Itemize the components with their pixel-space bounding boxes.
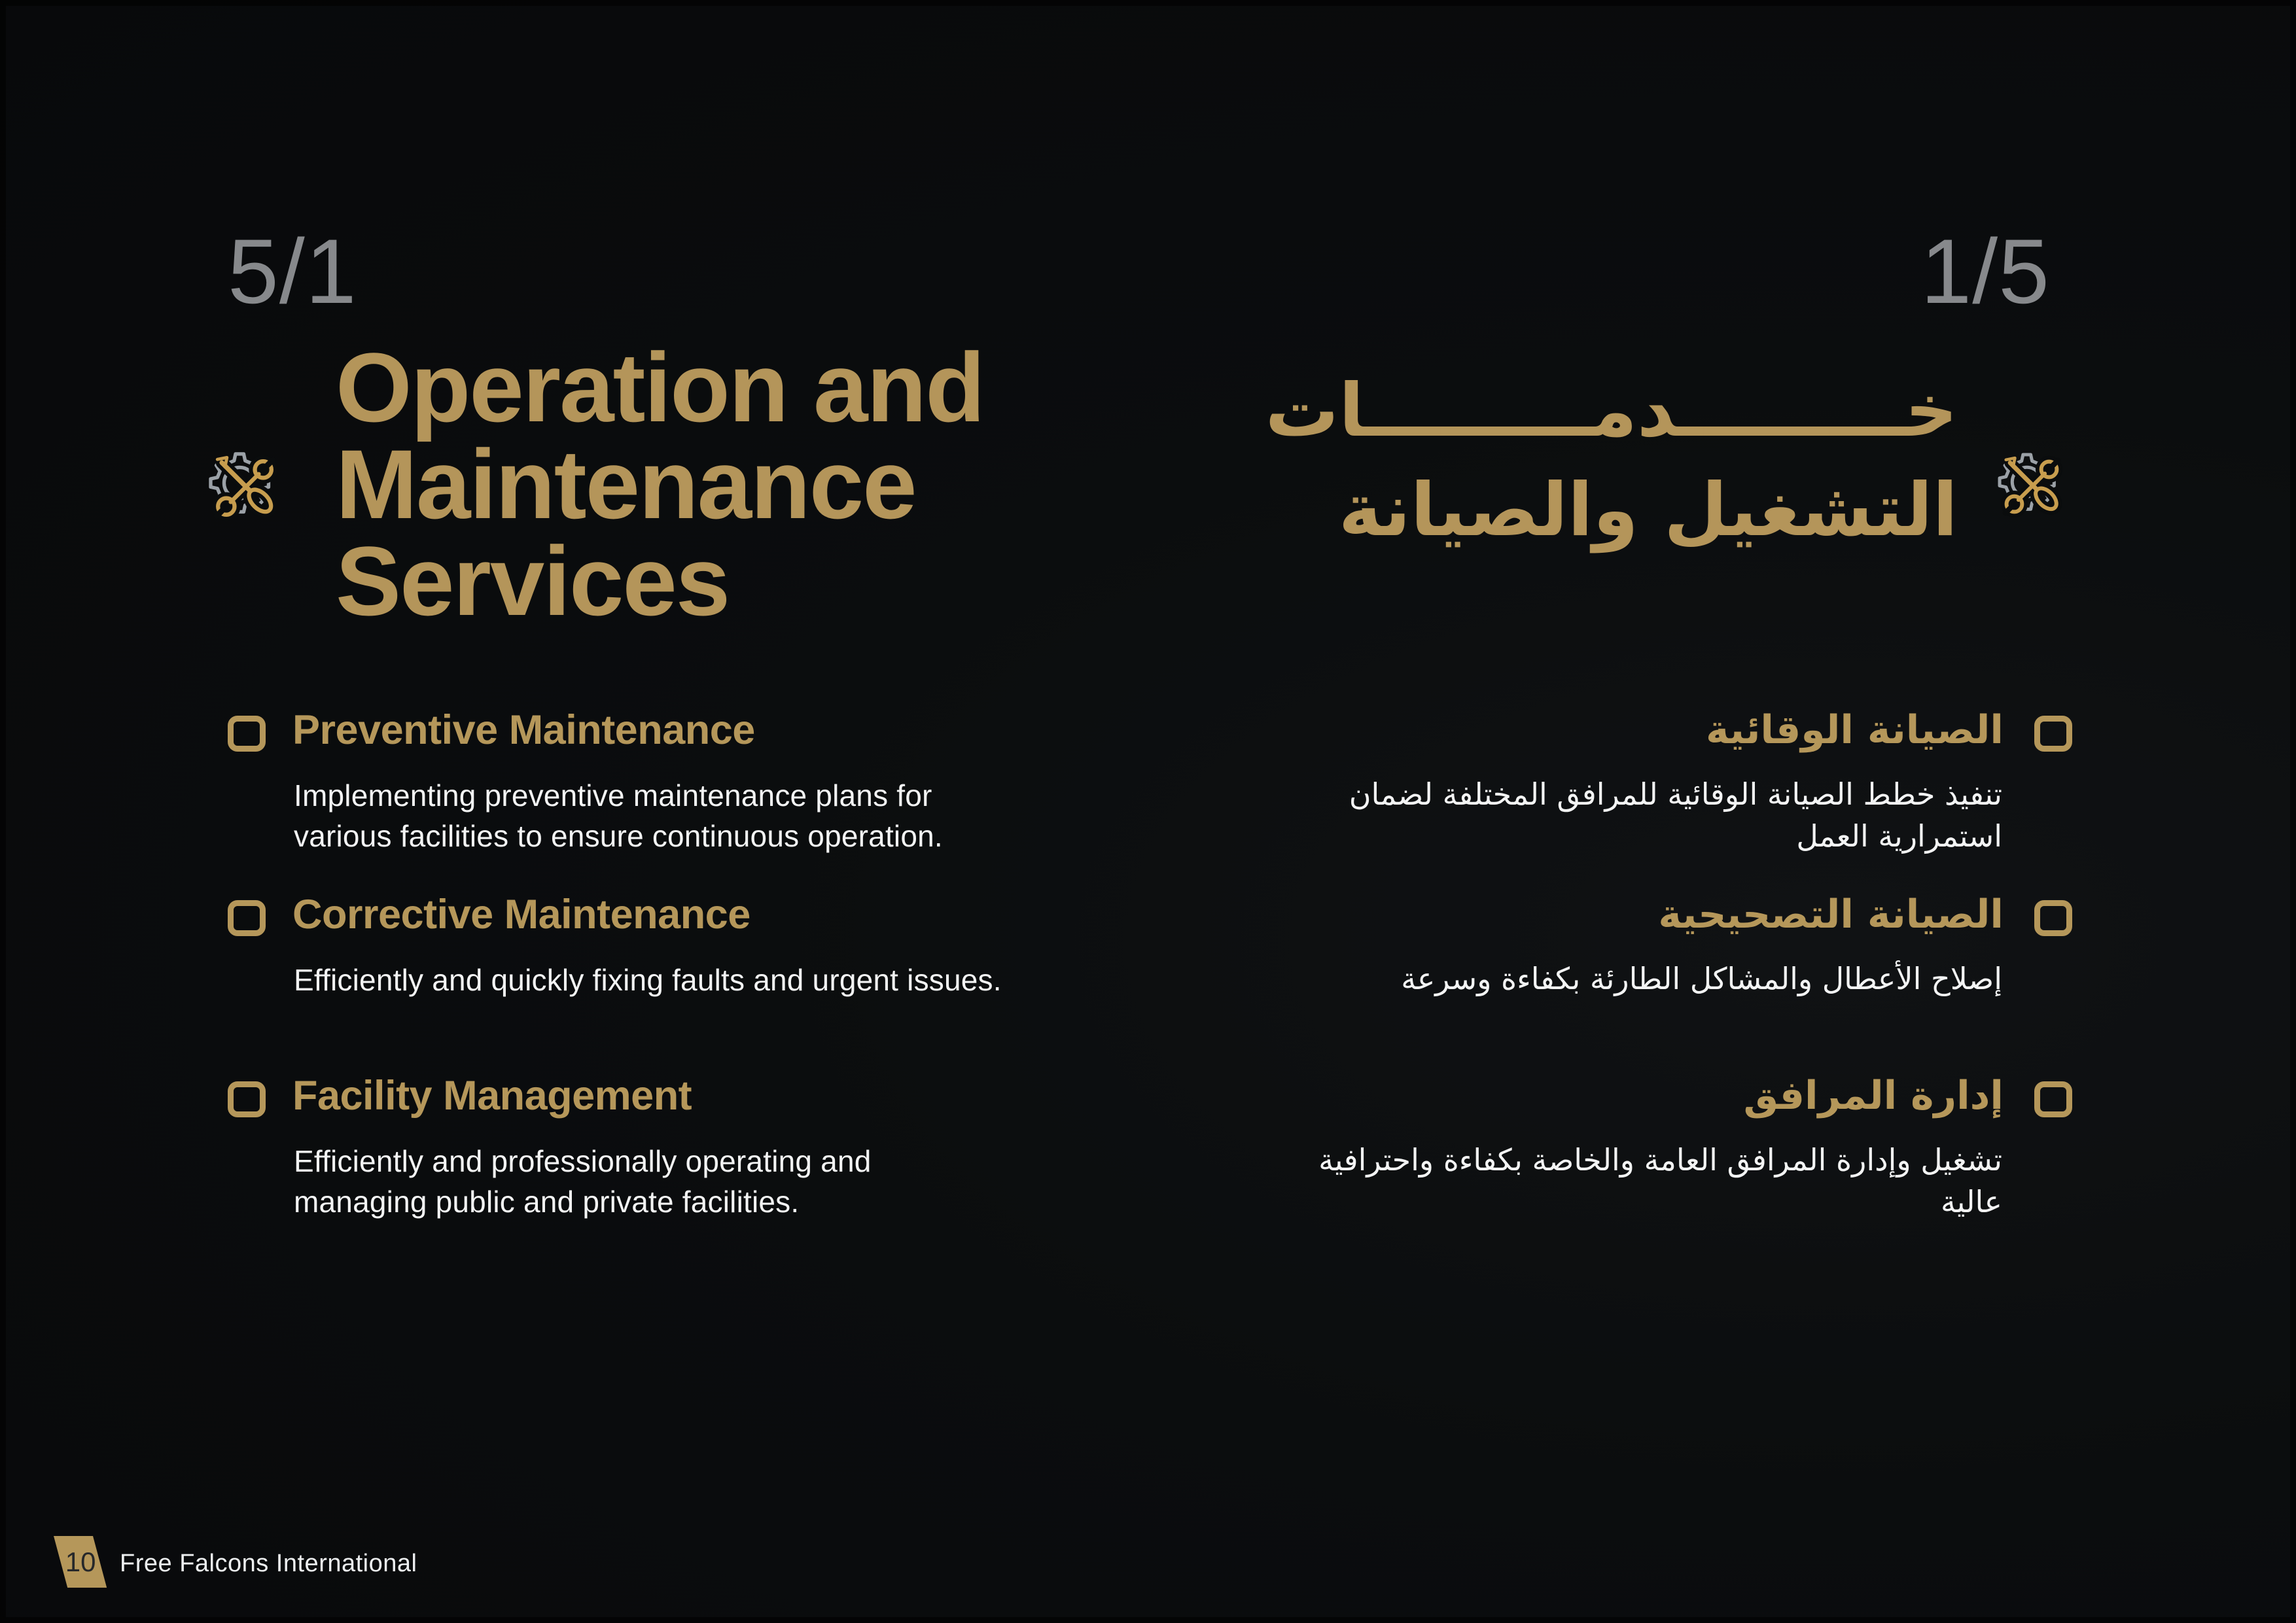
service-heading-en-preventive: Preventive Maintenance <box>292 707 755 753</box>
page-title-ar <box>1265 361 1958 560</box>
gear-tools-icon <box>200 444 289 532</box>
service-description-ar-corrective: إصلاح الأعطال والمشاكل الطارئة بكفاءة وسرعة <box>1401 961 2002 996</box>
bullet-icon <box>228 1081 266 1117</box>
bullet-icon <box>228 716 266 752</box>
company-name: Free Falcons International <box>120 1550 417 1577</box>
page-number: 10 <box>65 1546 96 1577</box>
bullet-icon <box>2034 716 2072 752</box>
service-description-ar-facility: تشغيل وإدارة المرافق العامة والخاصة بكفاءة واحترافية عالية <box>1318 1142 2002 1219</box>
service-description-en-corrective: Efficiently and quickly fixing faults and urgent issues. <box>294 963 1002 997</box>
page-title-en-line3: Services <box>336 526 730 636</box>
gear-tools-icon <box>1990 445 2074 529</box>
service-heading-en-corrective: Corrective Maintenance <box>292 892 751 937</box>
bullet-icon <box>228 900 266 936</box>
page-title-en <box>336 332 984 636</box>
service-description-en-facility: Efficiently and professionally operating and managing public and private facilities. <box>294 1144 872 1219</box>
page-title-ar-line1: خـــــــــدمـــــــــات <box>1265 368 1958 453</box>
page-title-en-line2: Maintenance <box>336 429 916 539</box>
service-description-ar-preventive: تنفيذ خطط الصيانة الوقائية للمرافق المختلفة لضمان استمرارية العمل <box>1349 777 2002 854</box>
service-heading-ar-facility: إدارة المرافق <box>1743 1073 2004 1119</box>
page-indicator-right: 1/5 <box>1920 220 2050 323</box>
bullet-icon <box>2034 900 2072 936</box>
service-heading-en-facility: Facility Management <box>292 1073 692 1119</box>
service-heading-ar-corrective: الصيانة التصحيحية <box>1658 892 2004 937</box>
page-title-en-line1: Operation and <box>336 332 984 442</box>
page-number-badge <box>54 1536 107 1588</box>
page-title-ar-line2: التشغيل والصيانة <box>1338 468 1958 553</box>
page-indicator-left: 5/1 <box>228 220 357 323</box>
service-heading-ar-preventive: الصيانة الوقائية <box>1706 707 2004 753</box>
bullet-icon <box>2034 1081 2072 1117</box>
service-description-en-preventive: Implementing preventive maintenance plans for various facilities to ensure continuous operation. <box>294 778 943 853</box>
